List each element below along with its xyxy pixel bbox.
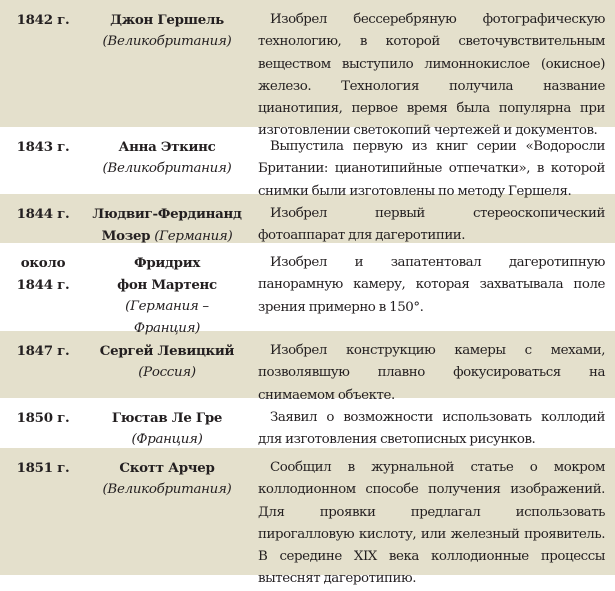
person-name: Гюстав Ле Гре: [111, 410, 223, 426]
description-cell: Изобрел и запатентовал дагеротипную панорамную камеру, которая захватывала поле зрения примерно в 150°.: [258, 255, 605, 315]
description-cell: Изобрел первый стереоскопический фотоаппарат для дагеротипии.: [258, 206, 605, 244]
description-cell: Выпустила первую из книг серии «Водоросли Британии: цианотипийные отпечатки», в которой снимки были изготовлены по методу Гершеля.: [258, 139, 605, 199]
person-name-surname: Мозер: [101, 228, 151, 244]
description-cell: Изобрел конструкцию камеры с мехами, позволявшую плавно фокусироваться на снимаемом объекте.: [258, 343, 605, 403]
person-cell: [82, 407, 252, 448]
table-row: [0, 243, 615, 336]
year-cell: 1843 г.: [16, 139, 70, 155]
year-cell: 1847 г.: [16, 343, 70, 359]
person-name: Анна Эткинс: [118, 139, 216, 155]
person-country: (Германия): [154, 229, 233, 244]
table-row: [0, 127, 615, 199]
person-country: (Франция): [131, 432, 203, 447]
person-name: Сергей Левицкий: [99, 343, 235, 359]
table-row: [0, 331, 615, 403]
person-country: (Германия – Франция): [125, 299, 209, 336]
person-country: (Великобритания): [102, 34, 232, 49]
person-cell: [82, 457, 252, 575]
year-cell: 1851 г.: [16, 460, 70, 476]
person-country: (Великобритания): [102, 482, 232, 497]
person-cell: [82, 203, 252, 243]
person-name: Скотт Арчер: [119, 460, 215, 476]
person-country: (Великобритания): [102, 161, 232, 176]
person-cell: [82, 9, 252, 127]
description-cell: Изобрел бессеребряную фотографическую технологию, в которой светочувствительным веществом выступило лимоннокислое (окисное) железо. Технология получила название цианотипия, первое время была популярна при изготовлении светокопий чертежей и документов.: [258, 12, 605, 139]
table-row: [0, 0, 615, 139]
year-cell: около 1844 г.: [16, 255, 70, 293]
description-cell: Сообщил в журнальной статье о мокром коллодионном способе получения изображений. Для проявки предлагал использовать пирогалловую кислоту, или железный проявитель. В середине XIX века коллодионные процессы вытеснят дагеротипию.: [258, 460, 605, 587]
year-cell: 1850 г.: [16, 410, 70, 426]
person-name: Фридрих фон Мартенс: [117, 255, 217, 293]
year-cell: 1844 г.: [16, 206, 70, 222]
description-cell: Заявил о возможности использовать коллодий для изготовления светописных рисунков.: [258, 410, 605, 448]
person-cell: [82, 252, 252, 336]
person-cell: [82, 136, 252, 194]
person-country: (Россия): [138, 365, 196, 380]
table-row: [0, 448, 615, 587]
person-cell: [82, 340, 252, 398]
year-cell: 1842 г.: [16, 12, 70, 28]
person-name-line: Людвиг-Фердинанд: [92, 206, 242, 222]
person-name: Джон Гершель: [110, 12, 224, 28]
